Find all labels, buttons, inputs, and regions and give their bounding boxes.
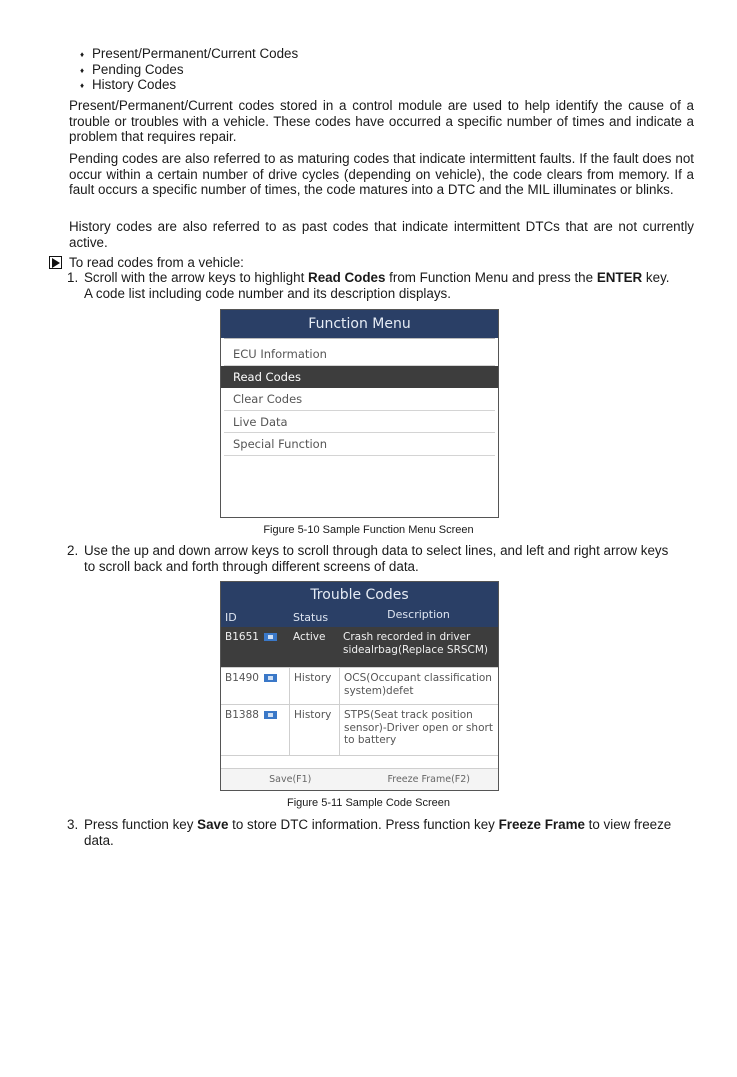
table-row[interactable] xyxy=(221,705,498,756)
column-header-id: ID xyxy=(225,611,237,624)
list-item: ♦ Present/Permanent/Current Codes xyxy=(80,46,299,61)
menu-item-clear-codes[interactable]: Clear Codes xyxy=(224,388,495,411)
step-2: 2. Use the up and down arrow keys to scroll through data to select lines, and left and right arrow keys to scroll back and forth through different screens of data. xyxy=(67,543,669,574)
freeze-frame-button[interactable]: Freeze Frame(F2) xyxy=(387,774,471,785)
function-menu-screen xyxy=(220,309,499,518)
procedure-heading: To read codes from a vehicle: xyxy=(49,254,244,272)
figure-caption: Figure 5-10 Sample Function Menu Screen xyxy=(263,524,474,536)
list-item: ♦ History Codes xyxy=(80,77,177,92)
paragraph-history-codes: History codes are also referred to as past codes that indicate intermittent DTCs that are not currently active. xyxy=(69,219,694,250)
figure-caption: Figure 5-11 Sample Code Screen xyxy=(286,797,451,809)
screen-title: Trouble Codes xyxy=(221,582,498,609)
menu-item-read-codes[interactable]: Read Codes xyxy=(221,366,498,389)
menu-item-special-function[interactable]: Special Function xyxy=(224,433,495,456)
table-row[interactable] xyxy=(221,627,498,668)
table-row[interactable] xyxy=(221,668,498,705)
trouble-codes-screen xyxy=(220,581,499,791)
menu-item-live-data[interactable]: Live Data xyxy=(224,411,495,434)
step-3: 3. Press function key Save to store DTC information. Press function key Freeze Frame to view freeze data. xyxy=(67,817,672,848)
code-types-list xyxy=(80,46,298,93)
dtc-id: B1651 xyxy=(225,631,259,643)
paragraph-present-codes: Present/Permanent/Current codes stored in a control module are used to help identify the cause of a trouble or troubles with a vehicle. These codes have occurred a specific number of times and indicate a problem that requires repair. xyxy=(69,98,694,144)
freeze-frame-icon xyxy=(264,711,277,719)
table-header xyxy=(221,609,498,627)
dtc-status: History xyxy=(289,668,339,704)
dtc-id: B1490 xyxy=(225,672,259,684)
dtc-description: STPS(Seat track position sensor)-Driver open or short to battery xyxy=(339,705,498,755)
freeze-frame-icon xyxy=(264,633,277,641)
dtc-status: History xyxy=(289,705,339,755)
dtc-id: B1388 xyxy=(225,709,259,721)
dtc-description: OCS(Occupant classification system)defet xyxy=(339,668,498,704)
freeze-frame-icon xyxy=(264,674,277,682)
function-key-bar xyxy=(221,768,498,790)
screen-title: Function Menu xyxy=(221,310,498,338)
column-header-status: Status xyxy=(293,611,329,624)
step-1: 1. Scroll with the arrow keys to highlight Read Codes from Function Menu and press the ENTER key. A code list including code number and its description displays. xyxy=(67,270,670,301)
list-item: ♦ Pending Codes xyxy=(80,61,184,77)
dtc-status: Active xyxy=(293,631,326,643)
paragraph-pending-codes: Pending codes are also referred to as maturing codes that indicate intermittent faults. If the fault does not occur within a certain number of drive cycles (depending on vehicle), the code clears from memory. If a fault occurs a specific number of times, the code matures into a DTC and the MIL illuminates or blinks. xyxy=(69,151,694,197)
play-arrow-icon xyxy=(49,256,62,269)
dtc-description: Crash recorded in driver sidealrbag(Replace SRSCM) xyxy=(343,631,489,656)
column-header-description: Description xyxy=(387,608,450,621)
save-button[interactable]: Save(F1) xyxy=(269,774,312,785)
menu-item-ecu-information[interactable]: ECU Information xyxy=(224,343,495,366)
